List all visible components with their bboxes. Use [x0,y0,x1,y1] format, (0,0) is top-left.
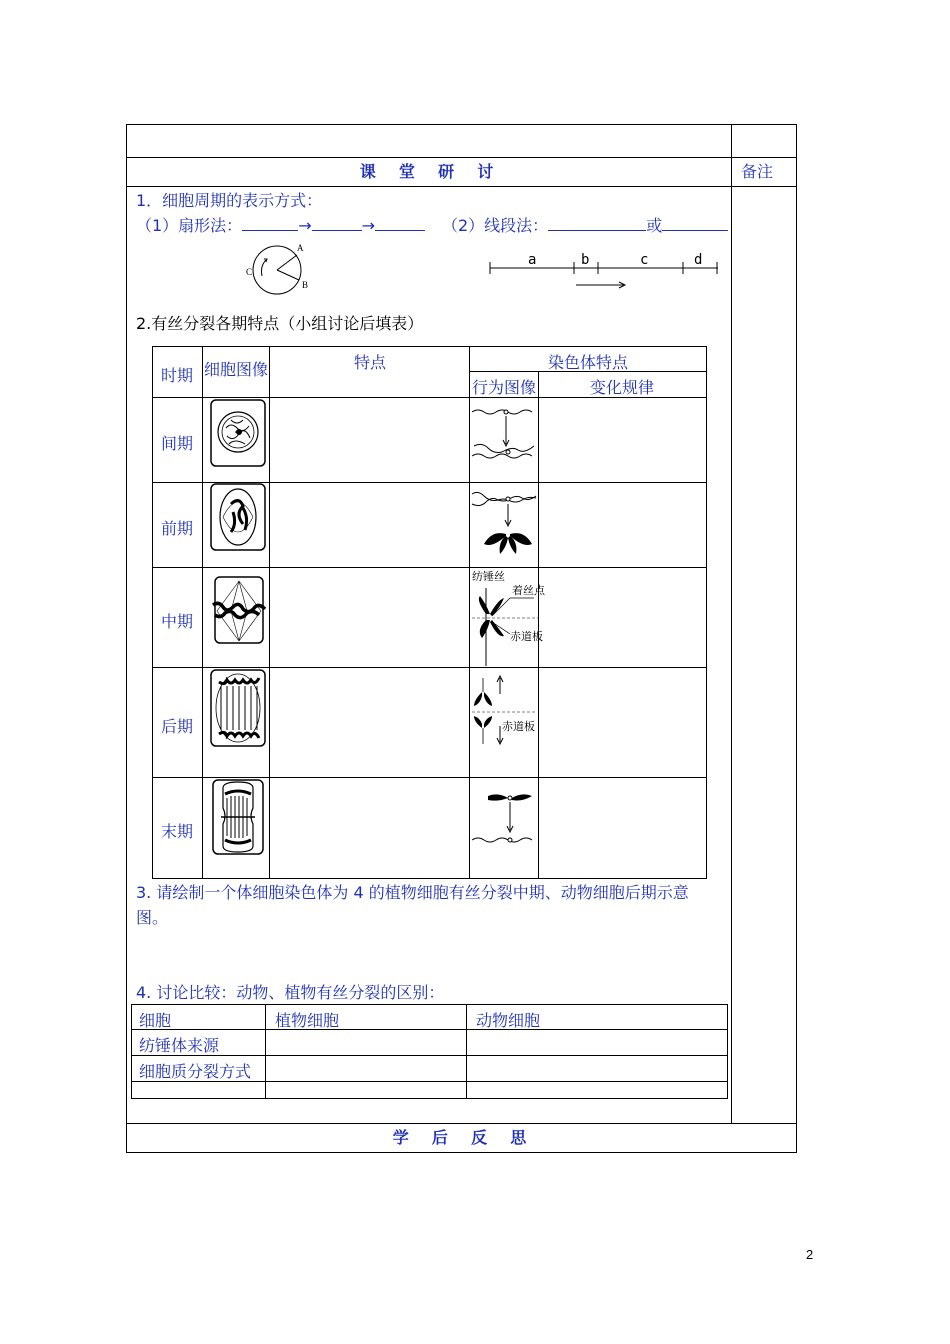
label-equatorial-plate-anaphase: 赤道板 [502,720,535,733]
segment-or: 或 [646,216,663,235]
segment-blank-1[interactable] [548,216,646,231]
interphase-chromosome-image [470,402,538,466]
section-header: 课 堂 研 讨 [359,162,498,181]
rule-section-header [126,186,797,187]
period-prophase: 前期 [161,519,194,538]
label-equatorial-plate-metaphase: 赤道板 [510,630,543,643]
period-telophase: 末期 [161,822,194,841]
item1-title: 1．细胞周期的表示方式： [136,191,323,210]
header-behavior-image: 行为图像 [472,378,537,397]
prophase-cell-image [209,482,267,552]
radius-b [277,270,299,280]
fan-blank-3[interactable] [375,216,425,231]
segment-blank-2[interactable] [662,216,728,231]
metaphase-cell-image [209,575,267,645]
comparison-row-cytokinesis: 细胞质分裂方式 [139,1062,252,1081]
item3-line1: 3. 请绘制一个体细胞染色体为 4 的植物细胞有丝分裂中期、动物细胞后期示意 [136,883,689,902]
item3-line2: 图。 [136,908,169,927]
label-spindle-fiber: 纺锤丝 [472,570,505,583]
telophase-cell-image [209,778,267,856]
comparison-row-line-2 [131,1055,728,1056]
period-interphase: 间期 [161,434,194,453]
comparison-header-cell: 细胞 [139,1011,172,1030]
page-number: 2 [806,1247,814,1262]
mitosis-row-line-2 [152,567,707,568]
circle-label-a: A [297,243,304,253]
reflection-header: 学 后 反 思 [392,1128,531,1147]
segment-label-d: d [694,252,703,268]
prophase-chromosome-image [470,486,538,560]
mitosis-col-line-2 [269,346,270,879]
comparison-header-animal: 动物细胞 [476,1011,541,1030]
header-chromosome: 染色体特点 [548,353,629,372]
comparison-row-spindle-source: 纺锤体来源 [139,1036,220,1055]
metaphase-chromosome-image [470,568,545,666]
cell-cycle-segment-diagram [488,248,720,292]
remarks-column-divider [731,124,732,1123]
header-change-rule: 变化规律 [590,378,655,397]
segment-label-a: a [528,252,537,268]
item2-title: 2.有丝分裂各期特点（小组讨论后填表） [136,314,424,333]
fan-blank-2[interactable] [312,216,362,231]
period-anaphase: 后期 [161,717,194,736]
rule-reflection-top [126,1123,797,1124]
cell-cycle-circle-diagram [240,240,320,300]
segment-label-c: c [640,252,649,268]
header-features: 特点 [354,353,387,372]
anaphase-chromosome-image [470,670,538,752]
interphase-cell-image [209,398,267,468]
segment-method-line [442,216,728,236]
circle-label-c: C [246,267,253,277]
anaphase-cell-image [209,668,267,748]
cycle-direction-arrow [262,260,267,276]
header-period: 时期 [161,366,194,385]
fan-arrow-2: → [361,216,375,235]
fan-arrow-1: → [298,216,312,235]
fan-method-line [136,216,425,236]
radius-a [277,255,297,270]
comparison-header-plant: 植物细胞 [275,1011,340,1030]
rule-top-blank [126,157,797,158]
comparison-row-line-1 [131,1029,728,1030]
period-metaphase: 中期 [161,612,194,631]
remarks-header: 备注 [741,162,774,181]
comparison-col-line-2 [466,1004,467,1099]
mitosis-col-line-4 [538,371,539,879]
fan-blank-1[interactable] [242,216,298,231]
item4-title: 4. 讨论比较：动物、植物有丝分裂的区别： [136,983,445,1002]
header-cell-image: 细胞图像 [204,360,269,379]
telophase-chromosome-image [470,786,538,848]
circle-label-b: B [302,280,309,290]
comparison-col-line-1 [265,1004,266,1099]
segment-label-b: b [581,252,590,268]
fan-method-label: （1）扇形法： [136,216,243,235]
segment-method-label: （2）线段法： [442,216,549,235]
label-centromere: 着丝点 [512,584,545,597]
comparison-table [131,1004,728,1099]
mitosis-col-line-1 [202,346,203,879]
